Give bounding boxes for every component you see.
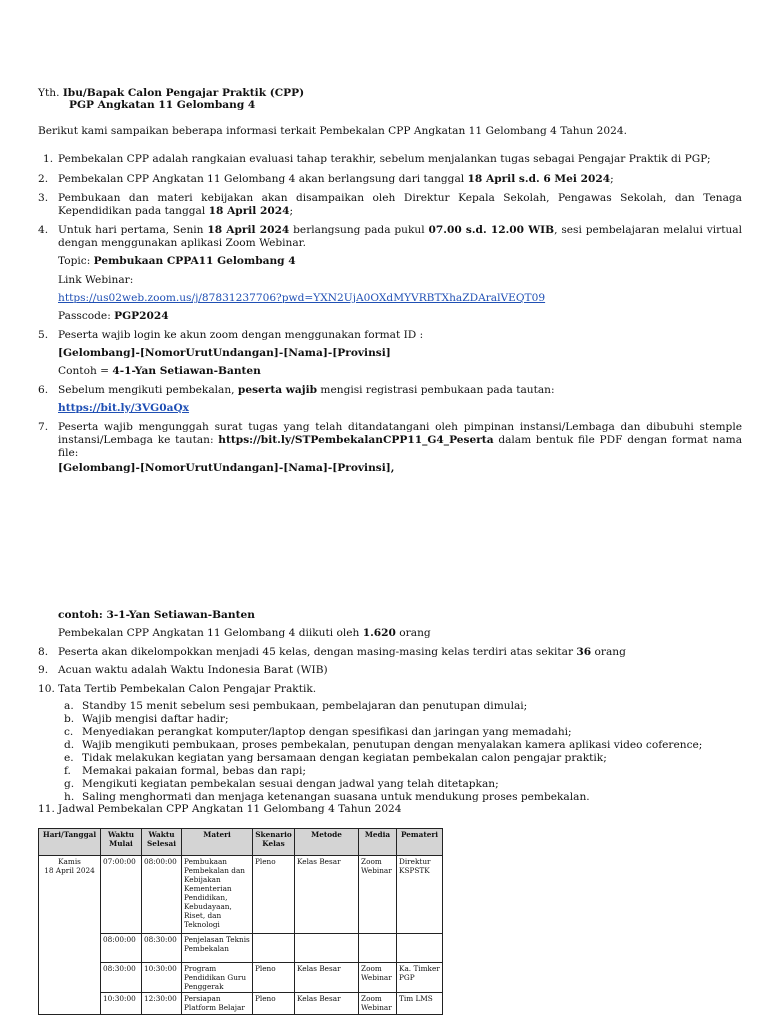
item-text [58,192,742,218]
program-name: PGP Angkatan 11 Gelombang 4 [69,99,256,111]
header-label: Mulai [109,839,133,848]
end-time-cell: 10:30:00 [142,963,182,993]
skenario-cell [253,934,295,963]
schedule-table [38,828,443,1015]
col-header-metode [295,829,359,856]
item-number: 7. [38,421,49,433]
header-label: Kelas [262,839,285,848]
text-segment: ; [610,173,614,185]
rule-text: Mengikuti kegiatan pembekalan sesuai dengan jadwal yang telah ditetapkan; [82,778,499,790]
col-header-end [142,829,182,856]
col-header-skenario [253,829,295,856]
text-segment: Untuk hari pertama, Senin [58,224,208,236]
text-segment: Sebelum mengikuti pembekalan, [58,384,238,396]
file-name-example: contoh: 3-1-Yan Setiawan-Banten [58,609,255,621]
item-number: 8. [38,646,49,658]
skenario-cell: Pleno [253,856,295,934]
col-header-media [359,829,397,856]
text-segment: dalam bentuk file PDF dengan format nama file: [58,434,743,459]
materi-cell: Program Pendidikan Guru Penggerak [182,963,253,993]
rule-text: Menyediakan perangkat komputer/laptop dengan spesifikasi dan jaringan yang memadahi; [82,726,572,738]
header-label: Waktu [148,830,175,839]
date-range: 18 April s.d. 6 Mei 2024 [467,173,611,185]
start-time-cell: 07:00:00 [101,856,142,934]
col-header-day [39,829,101,856]
item-text [58,646,626,659]
metode-cell: Kelas Besar [295,856,359,934]
item-number: 5. [38,329,49,341]
header-label: Pemateri [400,830,438,839]
text-segment: Peserta wajib mengunggah surat tugas yang telah ditandatangani oleh pimpinan instansi/Lembaga dan dibubuhi stemple instansi/Lembaga ke tautan: [58,421,742,446]
text-segment: , sesi pembelajaran melalui virtual dengan menggunakan aplikasi Zoom Webinar. [58,224,742,249]
header-label: Waktu [107,830,135,839]
materi-cell: Pembukaan Pembekalan dan Kebijakan Kementerian Pendidikan, Kebudayaan, Riset, dan Teknologi [182,856,253,934]
topic-line [58,255,296,268]
zoom-link-line [58,292,545,305]
example-label: Contoh = [58,365,113,377]
rule-letter: f. [64,765,71,777]
end-time-cell: 08:00:00 [142,856,182,934]
id-format: [Gelombang]-[NomorUrutUndangan]-[Nama]-[Provinsi] [58,347,391,359]
item-number: 10. [38,683,55,695]
passcode-line [58,310,169,323]
text-segment: Pembekalan CPP Angkatan 11 Gelombang 4 akan berlangsung dari tanggal [58,173,468,185]
item-number: 6. [38,384,49,396]
pemateri-cell: Tim LMS [397,993,443,1015]
text-segment: orang [591,646,626,658]
item-text [58,224,742,250]
materi-cell: Penjelasan Teknis Pembekalan [182,934,253,963]
rule-letter: h. [64,791,75,803]
header-label: Hari/Tanggal [42,830,97,839]
metode-cell [295,934,359,963]
rule-letter: c. [64,726,74,738]
zoom-webinar-link[interactable]: https://us02web.zoom.us/j/87831237706?pwd=YXN2UjA0OXdMYVRBTXhaZDAralVEQT09 [58,292,546,304]
day-cell [39,856,101,1015]
item-text: Acuan waktu adalah Waktu Indonesia Barat (WIB) [58,664,328,676]
text-segment: Pembukaan dan materi kebijakan akan disampaikan oleh Direktur Kepala Sekolah, Pengawas Sekolah, dan Tenaga Kependidikan pada tanggal [58,192,742,217]
pemateri-cell [397,934,443,963]
header-label: Selesai [147,839,176,848]
col-header-materi [182,829,253,856]
rule-letter: a. [64,700,74,712]
item-text [58,173,614,186]
example-line [58,365,261,378]
col-header-start [101,829,142,856]
item-number: 4. [38,224,49,236]
table-header-row [39,829,443,856]
topic-label: Topic: [58,255,94,267]
end-time-cell: 08:30:00 [142,934,182,963]
materi-cell: Persiapan Platform Belajar [182,993,253,1015]
rule-text: Memakai pakaian formal, bebas dan rapi; [82,765,306,777]
rule-letter: b. [64,713,75,725]
table-row [39,856,443,934]
metode-cell: Kelas Besar [295,963,359,993]
day-name: Kamis [58,857,81,866]
rule-text: Standby 15 menit sebelum sesi pembukaan, pembelajaran dan penutupan dimulai; [82,700,528,712]
header-label: Materi [203,830,231,839]
text-segment: mengisi registrasi pembukaan pada tautan: [317,384,555,396]
metode-cell: Kelas Besar [295,993,359,1015]
rule-letter: g. [64,778,75,790]
item-text [58,421,742,460]
media-cell: Zoom Webinar [359,993,397,1015]
text-segment: Pembekalan CPP Angkatan 11 Gelombang 4 diikuti oleh [58,627,363,639]
item-text: Tata Tertib Pembekalan Calon Pengajar Praktik. [58,683,317,695]
text-segment: Peserta akan dikelompokkan menjadi 45 kelas, dengan masing-masing kelas terdiri atas sekitar [58,646,577,658]
item-number: 3. [38,192,49,204]
file-name-format: [Gelombang]-[NomorUrutUndangan]-[Nama]-[Provinsi], [58,462,395,474]
item-number: 1. [43,153,54,165]
date: 18 April 2024 [208,205,290,217]
media-cell: Zoom Webinar [359,963,397,993]
text-segment: ; [289,205,294,217]
item-text: Peserta wajib login ke akun zoom dengan menggunakan format ID : [58,329,424,341]
intro-text: Berikut kami sampaikan beberapa informasi terkait Pembekalan CPP Angkatan 11 Gelombang 4 Tahun 2024. [38,125,627,137]
start-time-cell: 08:00:00 [101,934,142,963]
class-size: 36 [576,646,592,658]
rule-text: Wajib mengikuti pembukaan, proses pembekalan, penutupan dengan menyalakan kamera aplikasi video coference; [82,739,703,751]
start-time-cell: 08:30:00 [101,963,142,993]
day-date: 18 April 2024 [44,866,95,875]
item-number: 11. [38,803,55,815]
rule-text: Tidak melakukan kegiatan yang bersamaan dengan kegiatan pembekalan calon pengajar praktik; [82,752,607,764]
rule-letter: e. [64,752,74,764]
time-range: 07.00 s.d. 12.00 WIB [428,224,555,236]
item-text: Jadwal Pembekalan CPP Angkatan 11 Gelombang 4 Tahun 2024 [58,803,402,815]
item-number: 9. [38,664,49,676]
start-time-cell: 10:30:00 [101,993,142,1015]
skenario-cell: Pleno [253,993,295,1015]
emphasis: peserta wajib [237,384,318,396]
end-time-cell: 12:30:00 [142,993,182,1015]
media-cell: Zoom Webinar [359,856,397,934]
pemateri-cell: Ka. Timker PGP [397,963,443,993]
text-segment: berlangsung pada pukul [289,224,429,236]
topic-value: Pembukaan CPPA11 Gelombang 4 [93,255,296,267]
item-number: 2. [38,173,49,185]
header-label: Skenario [255,830,292,839]
date: 18 April 2024 [207,224,290,236]
header-label: Metode [311,830,342,839]
rule-text: Wajib mengisi daftar hadir; [82,713,229,725]
skenario-cell: Pleno [253,963,295,993]
example-value: 4-1-Yan Setiawan-Banten [112,365,261,377]
link-webinar-label: Link Webinar: [58,274,134,286]
salutation-yth: Yth. [38,87,60,99]
media-cell [359,934,397,963]
passcode-label: Passcode: [58,310,115,322]
item-text [58,384,555,397]
registration-link[interactable]: https://bit.ly/3VG0aQx [58,402,189,414]
upload-link: https://bit.ly/STPembekalanCPP11_G4_Peserta [218,434,494,446]
item-text: Pembekalan CPP adalah rangkaian evaluasi tahap terakhir, sebelum menjalankan tugas sebagai Pengajar Praktik di PGP; [58,153,711,165]
pemateri-cell: Direktur KSPSTK [397,856,443,934]
rule-letter: d. [64,739,75,751]
recipient: Ibu/Bapak Calon Pengajar Praktik (CPP) [62,87,305,99]
participant-count-line [58,627,431,640]
passcode-value: PGP2024 [114,310,169,322]
rule-text: Saling menghormati dan menjaga ketenangan suasana untuk mendukung proses pembekalan. [82,791,590,803]
col-header-pemateri [397,829,443,856]
text-segment: orang [395,627,431,639]
registration-link-line [58,402,189,415]
participant-count: 1.620 [362,627,396,639]
header-label: Media [364,830,391,839]
